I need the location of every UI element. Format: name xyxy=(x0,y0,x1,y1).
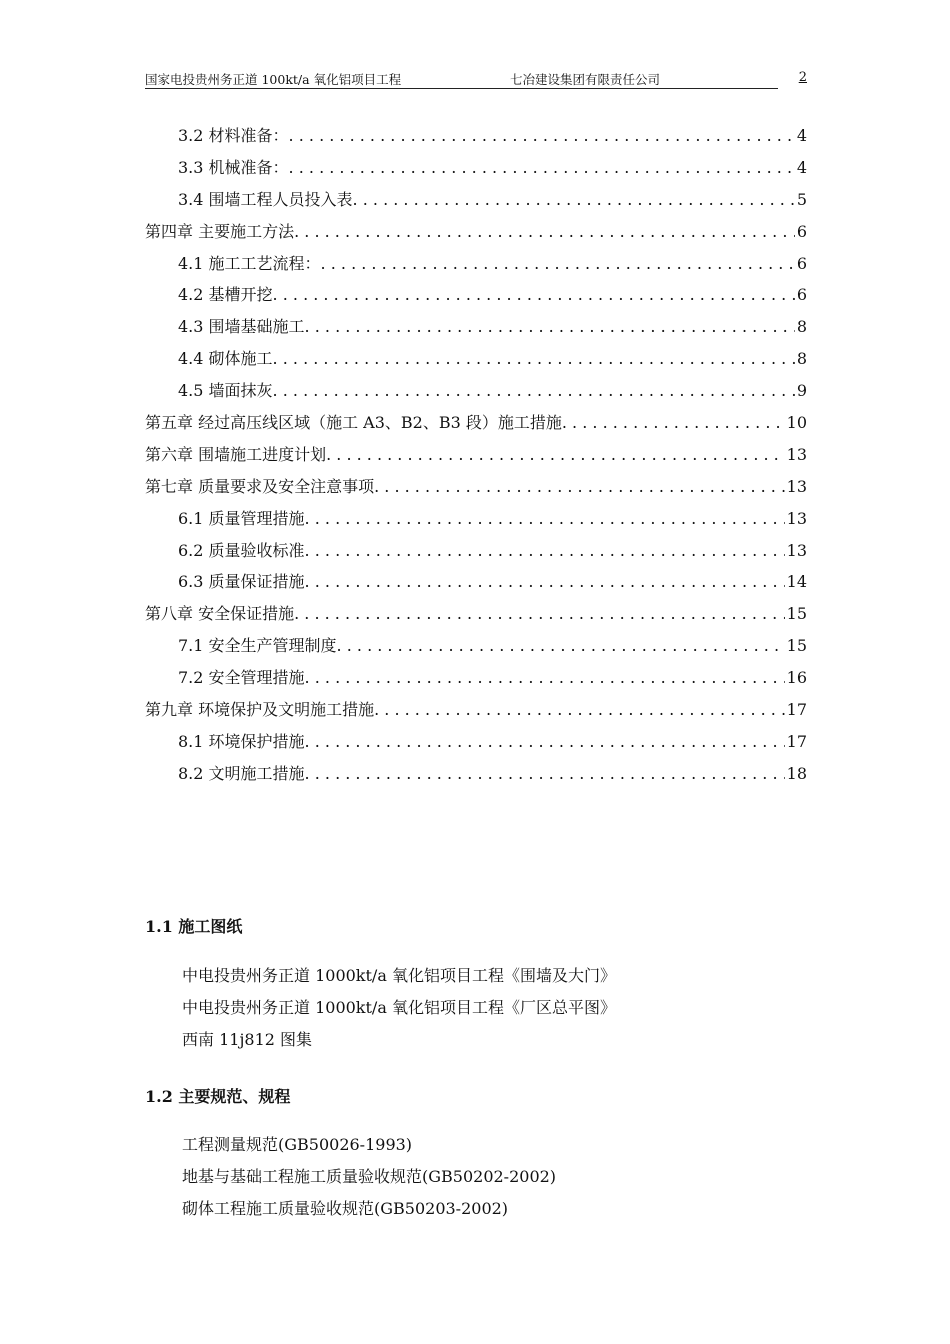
toc-entry-page: 13 xyxy=(786,444,807,464)
toc-entry-label: 第五章 经过高压线区域（施工 A3、B2、B3 段）施工措施 xyxy=(145,413,562,433)
toc-entry[interactable] xyxy=(145,120,807,152)
toc-entry[interactable] xyxy=(145,184,807,216)
toc-entry-page: 13 xyxy=(786,476,807,496)
toc-leader-dots xyxy=(353,184,795,216)
toc-entry-label: 4.3 围墙基础施工 xyxy=(178,317,305,337)
toc-entry[interactable] xyxy=(145,694,807,726)
toc-entry[interactable] xyxy=(145,535,807,567)
toc-entry[interactable] xyxy=(145,439,807,471)
toc-leader-dots xyxy=(289,120,795,152)
toc-entry[interactable] xyxy=(145,503,807,535)
toc-entry[interactable] xyxy=(145,407,807,439)
toc-entry-label: 4.2 基槽开挖 xyxy=(178,285,273,305)
toc-leader-dots xyxy=(374,694,785,726)
toc-leader-dots xyxy=(374,471,785,503)
toc-leader-dots xyxy=(273,375,795,407)
toc-entry-page: 17 xyxy=(786,700,807,720)
toc-entry-page: 6 xyxy=(796,253,807,273)
toc-entry[interactable] xyxy=(145,375,807,407)
toc-entry-page: 17 xyxy=(786,731,807,751)
toc-leader-dots xyxy=(294,216,795,248)
header-company-name: 七冶建设集团有限责任公司 xyxy=(510,72,661,87)
header-page-number: 2 xyxy=(798,70,807,85)
toc-entry-page: 9 xyxy=(796,381,807,401)
toc-entry-page: 6 xyxy=(796,221,807,241)
toc-entry-page: 5 xyxy=(796,189,807,209)
toc-entry-label: 4.5 墙面抹灰 xyxy=(178,381,273,401)
toc-leader-dots xyxy=(305,311,795,343)
toc-leader-dots xyxy=(305,535,785,567)
toc-leader-dots xyxy=(289,152,795,184)
toc-entry-label: 第六章 围墙施工进度计划 xyxy=(145,444,327,464)
section-title-standards: 1.2 主要规范、规程 xyxy=(145,1087,291,1106)
toc-entry-page: 15 xyxy=(786,604,807,624)
body-line: 中电投贵州务正道 1000kt/a 氧化铝项目工程《围墙及大门》 xyxy=(182,966,616,985)
toc-entry[interactable] xyxy=(145,343,807,375)
toc-entry-page: 16 xyxy=(786,668,807,688)
header-rule xyxy=(145,88,778,89)
toc-entry-page: 13 xyxy=(786,508,807,528)
toc-entry-page: 13 xyxy=(786,540,807,560)
toc-leader-dots xyxy=(326,439,785,471)
toc-leader-dots xyxy=(273,343,795,375)
toc-entry[interactable] xyxy=(145,471,807,503)
toc-entry-page: 6 xyxy=(796,285,807,305)
toc-entry-label: 第七章 质量要求及安全注意事项 xyxy=(145,476,375,496)
body-line: 工程测量规范(GB50026-1993) xyxy=(182,1135,413,1154)
toc-leader-dots xyxy=(562,407,785,439)
toc-entry-label: 6.1 质量管理措施 xyxy=(178,508,305,528)
section-standards-list xyxy=(182,1129,556,1225)
toc-entry[interactable] xyxy=(145,279,807,311)
section-title-drawings: 1.1 施工图纸 xyxy=(145,917,243,936)
toc-entry[interactable] xyxy=(145,726,807,758)
toc-leader-dots xyxy=(305,758,785,790)
toc-entry-page: 4 xyxy=(796,126,807,145)
toc-entry-label: 7.1 安全生产管理制度 xyxy=(178,636,337,656)
toc-entry-page: 15 xyxy=(786,636,807,656)
toc-entry-label: 3.4 围墙工程人员投入表 xyxy=(178,189,353,209)
toc-entry-page: 8 xyxy=(796,317,807,337)
toc-entry[interactable] xyxy=(145,216,807,248)
toc-entry[interactable] xyxy=(145,566,807,598)
body-line: 砌体工程施工质量验收规范(GB50203-2002) xyxy=(182,1199,509,1218)
toc-leader-dots xyxy=(305,503,785,535)
body-line: 西南 11j812 图集 xyxy=(182,1030,313,1049)
toc-entry-label: 4.4 砌体施工 xyxy=(178,349,273,369)
table-of-contents xyxy=(145,120,807,790)
toc-entry-label: 第八章 安全保证措施 xyxy=(145,604,295,624)
toc-entry-label: 8.1 环境保护措施 xyxy=(178,731,305,751)
toc-leader-dots xyxy=(273,279,795,311)
toc-entry-label: 8.2 文明施工措施 xyxy=(178,763,305,783)
toc-leader-dots xyxy=(305,566,785,598)
toc-entry-page: 18 xyxy=(786,763,807,783)
page-header xyxy=(145,70,807,92)
toc-entry-label: 3.2 材料准备： xyxy=(178,126,289,145)
toc-leader-dots xyxy=(305,726,785,758)
toc-entry-label: 7.2 安全管理措施 xyxy=(178,668,305,688)
toc-entry[interactable] xyxy=(145,311,807,343)
toc-entry-page: 14 xyxy=(786,572,807,592)
toc-entry-label: 3.3 机械准备： xyxy=(178,157,289,177)
toc-entry[interactable] xyxy=(145,758,807,790)
toc-leader-dots xyxy=(294,598,785,630)
toc-leader-dots xyxy=(337,630,785,662)
toc-entry-page: 8 xyxy=(796,349,807,369)
toc-entry-label: 第九章 环境保护及文明施工措施 xyxy=(145,700,375,720)
body-line: 中电投贵州务正道 1000kt/a 氧化铝项目工程《厂区总平图》 xyxy=(182,998,616,1017)
toc-leader-dots xyxy=(305,662,785,694)
section-drawings-list xyxy=(182,960,616,1056)
toc-entry-label: 6.2 质量验收标准 xyxy=(178,540,305,560)
toc-entry-page: 10 xyxy=(786,413,807,433)
toc-entry-label: 第四章 主要施工方法 xyxy=(145,221,295,241)
body-line: 地基与基础工程施工质量验收规范(GB50202-2002) xyxy=(182,1167,557,1186)
toc-entry[interactable] xyxy=(145,598,807,630)
toc-entry[interactable] xyxy=(145,248,807,280)
header-project-title: 国家电投贵州务正道 100kt/a 氧化铝项目工程 xyxy=(145,72,402,87)
toc-entry[interactable] xyxy=(145,662,807,694)
toc-entry-label: 4.1 施工工艺流程： xyxy=(178,253,321,273)
toc-entry-page: 4 xyxy=(796,157,807,177)
toc-leader-dots xyxy=(321,248,795,280)
toc-entry[interactable] xyxy=(145,630,807,662)
toc-entry[interactable] xyxy=(145,152,807,184)
toc-entry-label: 6.3 质量保证措施 xyxy=(178,572,305,592)
